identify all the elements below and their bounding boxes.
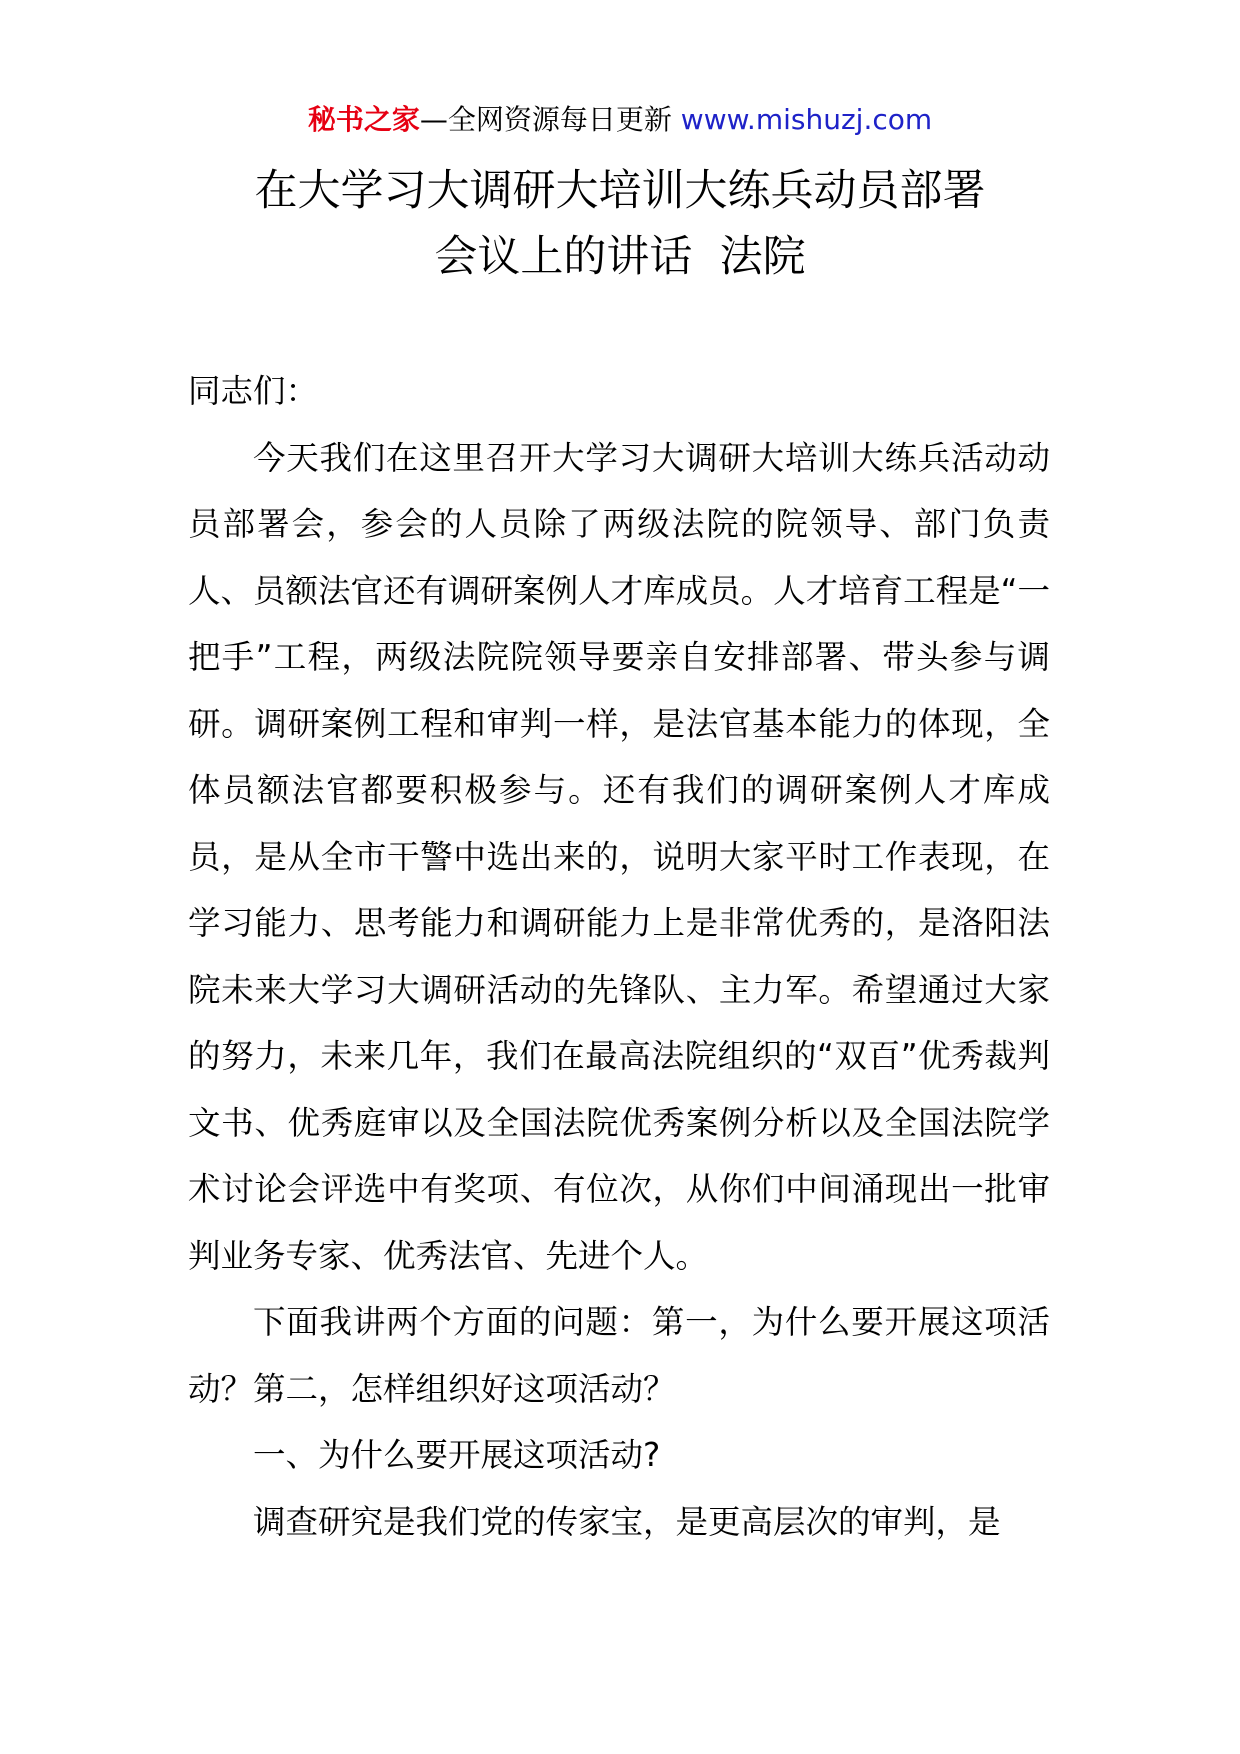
- title-line-2: 会议上的讲话 法院: [434, 232, 806, 282]
- document-body: [188, 358, 1050, 1555]
- document-title: [0, 158, 1240, 290]
- site-url-link[interactable]: www.mishuzj.com: [680, 103, 933, 136]
- paragraph-2: 下面我讲两个方面的问题：第一，为什么要开展这项活动？第二，怎样组织好这项活动？: [188, 1303, 1050, 1408]
- brand-name: 秘书之家: [307, 103, 420, 136]
- section-heading-1: 一、为什么要开展这项活动?: [253, 1436, 661, 1474]
- header-slogan: —全网资源每日更新: [419, 103, 672, 136]
- title-line-1: 在大学习大调研大培训大练兵动员部署: [254, 166, 986, 216]
- salutation: 同志们：: [188, 372, 319, 410]
- paragraph-3: 调查研究是我们党的传家宝，是更高层次的审判，是: [253, 1502, 1001, 1541]
- site-header: [0, 100, 1240, 140]
- paragraph-1: 今天我们在这里召开大学习大调研大培训大练兵活动动员部署会，参会的人员除了两级法院的院领导、部门负责人、员额法官还有调研案例人才库成员。人才培育工程是“一把手”工程，两级法院院领导要亲自安排部署、带头参与调研。调研案例工程和审判一样，是法官基本能力的体现，全体员额法官都要积极参与。还有我们的调研案例人才库成员，是从全市干警中选出来的，说明大家平时工作表现，在学习能力、思考能力和调研能力上是非常优秀的，是洛阳法院未来大学习大调研活动的先锋队、主力军。希望通过大家的努力，未来几年，我们在最高法院组织的“双百”优秀裁判文书、优秀庭审以及全国法院优秀案例分析以及全国法院学术讨论会评选中有奖项、有位次，从你们中间涌现出一批审判业务专家、优秀法官、先进个人。: [188, 438, 1050, 1275]
